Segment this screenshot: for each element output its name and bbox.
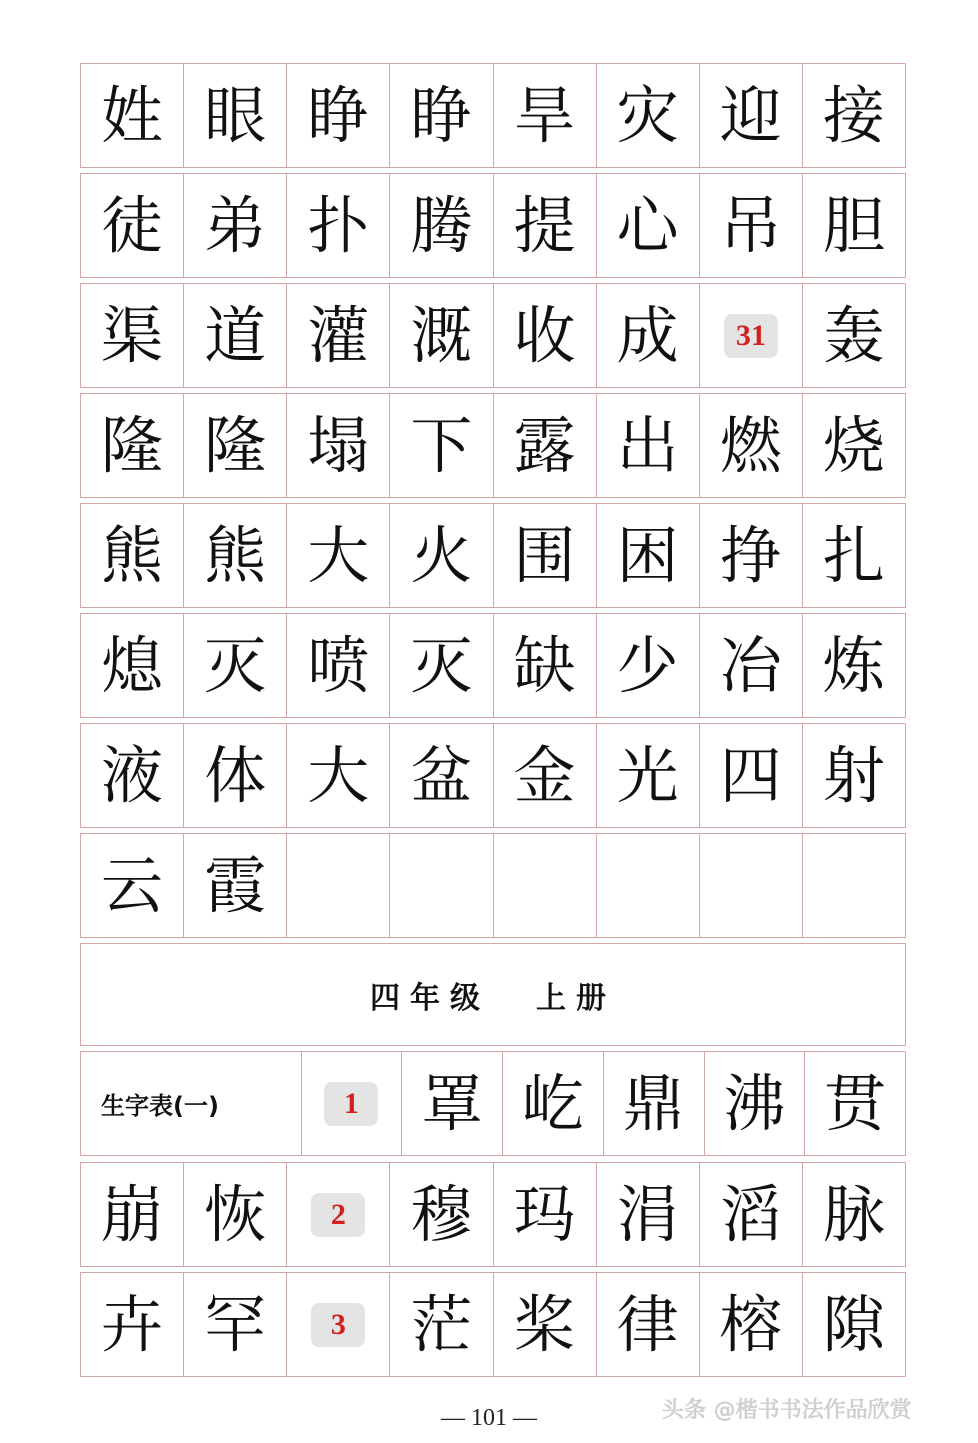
char: 涓 [616, 1177, 679, 1251]
char-cell [402, 1051, 503, 1156]
table-label-cell [80, 1051, 302, 1156]
char: 扎 [822, 518, 885, 592]
char-cell [390, 173, 493, 278]
char: 熊 [101, 518, 164, 592]
watermark: 头条 @楷书书法作品欣赏 [662, 1398, 912, 1423]
table-label: 生字表(一) [101, 1092, 219, 1120]
char-cell [494, 1162, 597, 1267]
empty-cell [597, 833, 700, 938]
char-cell [184, 283, 287, 388]
char-cell [597, 283, 700, 388]
char-cell [494, 173, 597, 278]
char: 腾 [410, 188, 473, 262]
char: 罩 [421, 1066, 484, 1140]
char: 围 [513, 518, 576, 592]
char-cell [700, 1272, 803, 1377]
char-cell [184, 1272, 287, 1377]
char-cell [494, 613, 597, 718]
char-cell [287, 503, 390, 608]
char-cell [184, 723, 287, 828]
char: 塌 [307, 408, 370, 482]
char: 喷 [307, 628, 370, 702]
char: 熄 [101, 628, 164, 702]
grid-row [80, 613, 906, 718]
char: 胆 [822, 188, 885, 262]
grid-row [80, 1272, 906, 1377]
char-cell [597, 393, 700, 498]
char-cell [80, 63, 184, 168]
lesson-number-cell [700, 283, 803, 388]
char: 少 [616, 628, 679, 702]
char-cell [700, 1162, 803, 1267]
char: 心 [616, 188, 679, 262]
char-cell [803, 393, 906, 498]
char-cell [184, 173, 287, 278]
char: 缺 [513, 628, 576, 702]
char-cell [287, 723, 390, 828]
char-cell [184, 393, 287, 498]
grid-row [80, 833, 906, 938]
lesson-number-badge: 1 [324, 1082, 378, 1126]
char: 律 [616, 1287, 679, 1361]
char: 穆 [410, 1177, 473, 1251]
char-cell [494, 1272, 597, 1377]
char-cell [80, 723, 184, 828]
char-cell [287, 63, 390, 168]
char-cell [287, 173, 390, 278]
char-cell [390, 393, 493, 498]
char: 睁 [307, 78, 370, 152]
char-cell [700, 503, 803, 608]
char-cell [184, 613, 287, 718]
char-cell [700, 173, 803, 278]
char-cell [80, 503, 184, 608]
char-cell [80, 393, 184, 498]
char-cell [604, 1051, 705, 1156]
empty-cell [287, 833, 390, 938]
char: 熊 [204, 518, 267, 592]
char: 灭 [410, 628, 473, 702]
page-number: — 101 — [441, 1405, 537, 1431]
empty-cell [803, 833, 906, 938]
char: 旱 [513, 78, 576, 152]
lesson-number-cell [287, 1272, 390, 1377]
char-cell [184, 63, 287, 168]
char: 罕 [204, 1287, 267, 1361]
char-cell [287, 393, 390, 498]
char: 玛 [513, 1177, 576, 1251]
grid-row [80, 1051, 906, 1156]
char: 露 [513, 408, 576, 482]
char-cell [803, 283, 906, 388]
char: 挣 [719, 518, 782, 592]
char-cell [80, 173, 184, 278]
char-cell [803, 1162, 906, 1267]
char-cell [803, 503, 906, 608]
char: 成 [616, 298, 679, 372]
char: 大 [307, 738, 370, 812]
lesson-number-cell [287, 1162, 390, 1267]
char-cell [700, 393, 803, 498]
char: 提 [513, 188, 576, 262]
char: 滔 [719, 1177, 782, 1251]
char: 下 [410, 408, 473, 482]
char-cell [184, 833, 287, 938]
lesson-number-badge: 31 [724, 314, 778, 358]
char-cell [803, 613, 906, 718]
char: 隙 [822, 1287, 885, 1361]
char-cell [597, 503, 700, 608]
char-cell [184, 1162, 287, 1267]
char-cell [597, 613, 700, 718]
char: 隆 [101, 408, 164, 482]
char-cell [700, 723, 803, 828]
char: 溉 [410, 298, 473, 372]
char: 大 [307, 518, 370, 592]
char-cell [390, 1162, 493, 1267]
char-cell [80, 283, 184, 388]
char-cell [705, 1051, 806, 1156]
char: 接 [822, 78, 885, 152]
empty-cell [494, 833, 597, 938]
char: 盆 [410, 738, 473, 812]
char: 轰 [822, 298, 885, 372]
char-cell [494, 503, 597, 608]
char-cell [597, 1162, 700, 1267]
char: 炼 [822, 628, 885, 702]
char: 恢 [204, 1177, 267, 1251]
char: 脉 [822, 1177, 885, 1251]
char-cell [597, 63, 700, 168]
char-cell [597, 173, 700, 278]
char-cell [597, 723, 700, 828]
char-cell [494, 283, 597, 388]
char: 液 [101, 738, 164, 812]
grade-banner [80, 943, 906, 1046]
char-cell [597, 1272, 700, 1377]
grid-row [80, 393, 906, 498]
char: 崩 [101, 1177, 164, 1251]
char: 四 [719, 738, 782, 812]
char: 姓 [101, 78, 164, 152]
char-cell [700, 613, 803, 718]
grid-row [80, 173, 906, 278]
char: 灭 [204, 628, 267, 702]
char: 屹 [521, 1066, 584, 1140]
char: 体 [204, 738, 267, 812]
char-cell [503, 1051, 604, 1156]
char: 出 [616, 408, 679, 482]
char-cell [80, 613, 184, 718]
char: 茫 [410, 1287, 473, 1361]
char: 道 [204, 298, 267, 372]
char-cell [494, 723, 597, 828]
char-cell [803, 1272, 906, 1377]
char: 桨 [513, 1287, 576, 1361]
char: 卉 [101, 1287, 164, 1361]
char-cell [390, 1272, 493, 1377]
grid-row [80, 723, 906, 828]
grid-row [80, 503, 906, 608]
char: 弟 [204, 188, 267, 262]
char: 冶 [719, 628, 782, 702]
char: 榕 [719, 1287, 782, 1361]
char: 睁 [410, 78, 473, 152]
char-cell [80, 833, 184, 938]
char: 光 [616, 738, 679, 812]
char: 金 [513, 738, 576, 812]
char-cell [805, 1051, 906, 1156]
empty-cell [700, 833, 803, 938]
char: 贯 [824, 1066, 887, 1140]
char: 渠 [101, 298, 164, 372]
empty-cell [390, 833, 493, 938]
char-cell [287, 613, 390, 718]
lesson-number-cell [302, 1051, 403, 1156]
char: 火 [410, 518, 473, 592]
char: 灾 [616, 78, 679, 152]
char-cell [80, 1162, 184, 1267]
lesson-number-badge: 3 [311, 1303, 365, 1347]
char-cell [494, 393, 597, 498]
char: 沸 [723, 1066, 786, 1140]
char-cell [390, 503, 493, 608]
grid-row [80, 1162, 906, 1267]
char: 吊 [719, 188, 782, 262]
char-cell [803, 173, 906, 278]
char: 射 [822, 738, 885, 812]
grid-row [80, 63, 906, 168]
char-cell [184, 503, 287, 608]
char: 收 [513, 298, 576, 372]
char: 灌 [307, 298, 370, 372]
char: 迎 [719, 78, 782, 152]
char-cell [803, 63, 906, 168]
lesson-number-badge: 2 [311, 1193, 365, 1237]
char: 扑 [307, 188, 370, 262]
char: 烧 [822, 408, 885, 482]
grade-title: 四年级 [370, 980, 490, 1016]
char-cell [390, 723, 493, 828]
char: 鼎 [622, 1066, 685, 1140]
char: 困 [616, 518, 679, 592]
char-cell [390, 283, 493, 388]
char: 霞 [204, 848, 267, 922]
char: 隆 [204, 408, 267, 482]
volume-title: 上册 [536, 980, 616, 1016]
char: 燃 [719, 408, 782, 482]
char-cell [287, 283, 390, 388]
grid-row [80, 283, 906, 388]
char: 徒 [101, 188, 164, 262]
char-cell [80, 1272, 184, 1377]
char-cell [390, 63, 493, 168]
char: 眼 [204, 78, 267, 152]
char-cell [390, 613, 493, 718]
char: 云 [101, 848, 164, 922]
char-cell [494, 63, 597, 168]
char-cell [700, 63, 803, 168]
char-cell [803, 723, 906, 828]
